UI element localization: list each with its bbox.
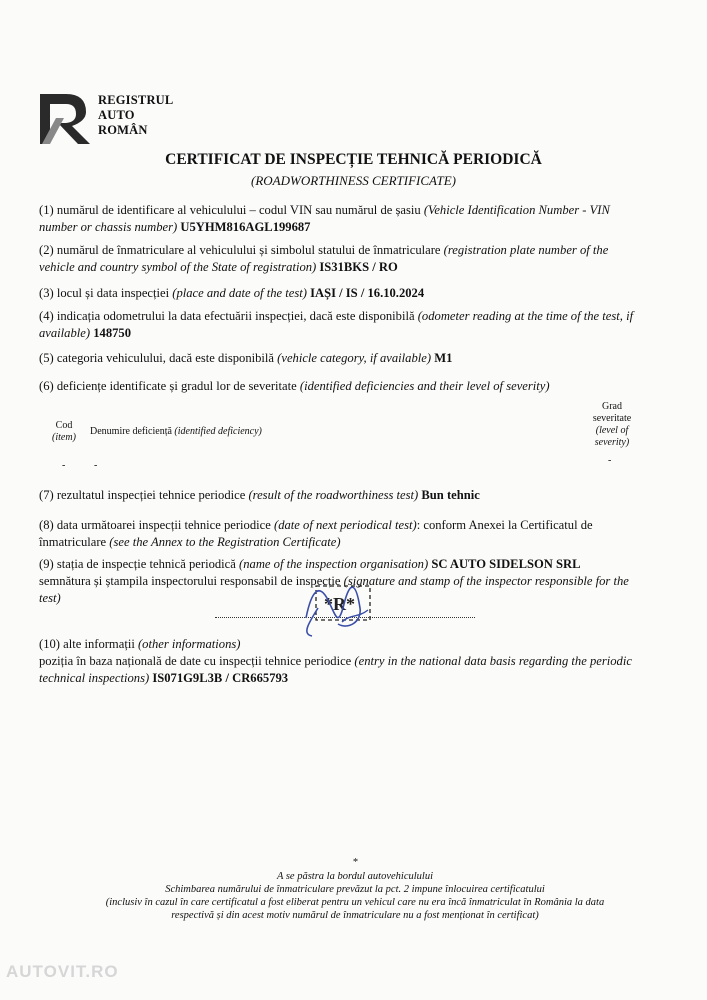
odometer-value: 148750 (93, 326, 131, 340)
deficiencies-label-en: (identified deficiencies and their level of severity) (299, 379, 550, 393)
inspector-stamp-signature (298, 578, 378, 640)
next-test-value: : conform Anexei la Certificatul de înmatriculare (39, 518, 593, 549)
item-odometer (39, 308, 639, 342)
station-label: (9) stația de inspecție tehnică periodică (39, 557, 236, 571)
org-line-1: REGISTRUL (98, 93, 174, 107)
header-grade-1: Grad (602, 401, 622, 412)
other-label: (10) alte informații (39, 637, 135, 651)
signature-label-en: (signature and stamp of the inspector responsible for the test) (39, 574, 629, 605)
result-label: (7) rezultatul inspecției tehnice periodice (39, 488, 246, 502)
header-grade-en-2: severity) (594, 437, 630, 448)
place-date-label-en: (place and date of the test) (172, 286, 307, 300)
item-next-test (39, 517, 639, 551)
next-test-value-en: (see the Annex to the Registration Certificate) (109, 535, 341, 549)
result-value: Bun tehnic (421, 488, 480, 502)
station-value: SC AUTO SIDELSON SRL (431, 557, 581, 571)
next-test-label-en: (date of next periodical test) (274, 518, 417, 532)
deficiencies-label: (6) deficiențe identificate și gradul lor de severitate (39, 379, 297, 393)
next-test-label: (8) data următoarei inspecții tehnice periodice (39, 518, 271, 532)
table-header-code (44, 420, 84, 444)
category-label: (5) categoria vehiculului, dacă este disponibilă (39, 351, 274, 365)
org-line-3: ROMÂN (98, 123, 148, 137)
item-deficiencies (39, 378, 639, 395)
header-name: Denumire deficiență (90, 426, 172, 437)
svg-text:*R*: *R* (324, 594, 355, 614)
plate-label: (2) numărul de înmatriculare al vehiculului și simbolul statului de înmatriculare (39, 243, 441, 257)
item-category (39, 350, 639, 367)
category-value: M1 (434, 351, 453, 365)
vin-label-en: (Vehicle Identification Number - VIN number or chassis number) (39, 203, 610, 234)
plate-label-en: (registration plate number of the vehicle and country symbol of the State of registration) (39, 243, 609, 274)
vin-value: U5YHM816AGL199687 (180, 220, 311, 234)
footer-asterisk: * (352, 857, 358, 868)
footer-line-4: respectivă și din acest motiv numărul de înmatriculare nu a fost menționat în certificat) (171, 910, 539, 921)
organization-name (98, 93, 173, 138)
station-label-en: (name of the inspection organisation) (239, 557, 429, 571)
header-name-en: (identified deficiency) (174, 426, 262, 437)
header-code-en: (item) (52, 432, 76, 443)
plate-value: IS31BKS / RO (319, 260, 398, 274)
header-grade-2: severitate (592, 413, 632, 424)
header-code: Cod (55, 420, 73, 431)
item-place-date (39, 285, 639, 302)
item-vin (39, 202, 639, 236)
db-entry-value: IS071G9L3B / CR665793 (152, 671, 289, 685)
header-grade-en-1: (level of (595, 425, 629, 436)
document-subtitle: (ROADWORTHINESS CERTIFICATE) (251, 173, 456, 188)
item-plate (39, 242, 639, 276)
table-header-grade (582, 401, 642, 449)
signature-label: semnătura și ștampila inspectorului responsabil de inspecție (39, 574, 341, 588)
row-name: - (94, 460, 98, 471)
vin-label: (1) numărul de identificare al vehiculului – codul VIN sau numărul de șasiu (39, 203, 421, 217)
rar-logo (36, 88, 94, 150)
org-line-2: AUTO (98, 108, 135, 122)
item-other (39, 636, 639, 687)
row-grade: - (608, 455, 612, 466)
document-title: CERTIFICAT DE INSPECȚIE TEHNICĂ PERIODICĂ (165, 151, 542, 168)
result-label-en: (result of the roadworthiness test) (248, 488, 419, 502)
footer-line-1: A se păstra la bordul autovehiculului (276, 871, 434, 882)
place-date-value: IAȘI / IS / 16.10.2024 (310, 286, 425, 300)
table-header-name (90, 426, 262, 438)
item-result (39, 487, 639, 504)
db-entry-label-en: (entry in the national data basis regarding the periodic technical inspections) (39, 654, 632, 685)
row-code: - (62, 460, 66, 471)
db-entry-label: poziția în baza națională de date cu inspecții tehnice periodice (39, 654, 352, 668)
footer-line-2: Schimbarea numărului de înmatriculare prevăzut la pct. 2 impune înlocuirea certificatului (165, 884, 545, 895)
odometer-label-en: (odometer reading at the time of the test, if available) (39, 309, 634, 340)
footer-line-3: (inclusiv în cazul în care certificatul a fost eliberat pentru un vehicul care nu era încă înmatriculat în România la data (105, 897, 605, 908)
place-date-label: (3) locul și data inspecției (39, 286, 170, 300)
watermark: AUTOVIT.RO (6, 962, 119, 981)
odometer-label: (4) indicația odometrului la data efectuării inspecției, dacă este disponibilă (39, 309, 415, 323)
category-label-en: (vehicle category, if available) (277, 351, 432, 365)
other-label-en: (other informations) (137, 637, 241, 651)
